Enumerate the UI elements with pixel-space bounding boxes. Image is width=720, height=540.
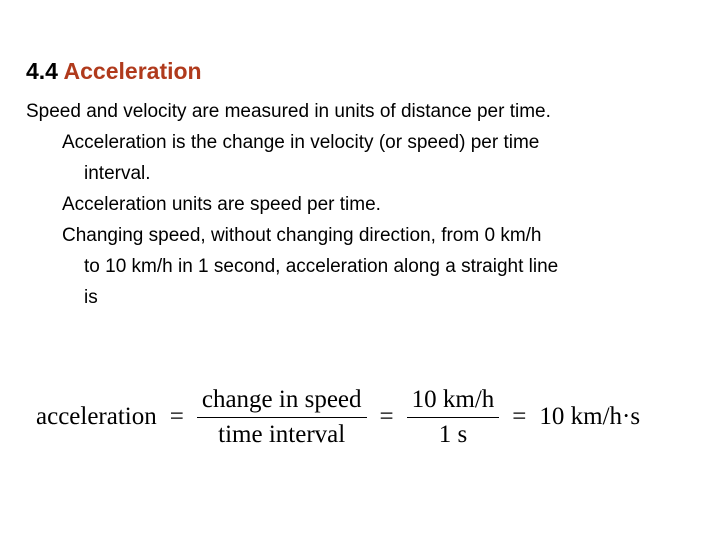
body-text [26, 96, 706, 313]
fraction-values [407, 386, 500, 449]
fraction-definition [197, 386, 367, 449]
body-line-1: Speed and velocity are measured in units of distance per time. [26, 101, 551, 122]
body-line-6: to 10 km/h in 1 second, acceleration along a straight line [84, 256, 559, 277]
fraction-denominator-time-value: 1 s [438, 420, 468, 448]
page-title [26, 56, 202, 86]
equals-sign-2: = [379, 403, 394, 430]
body-line-7: is [84, 287, 98, 308]
equation-lhs: acceleration [36, 403, 157, 430]
fraction-numerator-speed-value: 10 km/h [407, 386, 500, 418]
body-line-4: Acceleration units are speed per time. [62, 194, 381, 215]
equals-sign-1: = [169, 403, 184, 430]
fraction-numerator-change-in-speed: change in speed [197, 386, 367, 418]
section-number: 4.4 [26, 58, 58, 84]
body-line-3: interval. [84, 163, 151, 184]
equals-sign-3: = [512, 403, 527, 430]
fraction-denominator-time-interval: time interval [218, 420, 346, 448]
body-line-2: Acceleration is the change in velocity (or speed) per time [62, 132, 540, 153]
body-line-5: Changing speed, without changing direction, from 0 km/h [62, 225, 542, 246]
equation-result: 10 km/h·s [539, 403, 641, 430]
section-title: Acceleration [63, 58, 202, 84]
acceleration-equation [36, 384, 640, 450]
